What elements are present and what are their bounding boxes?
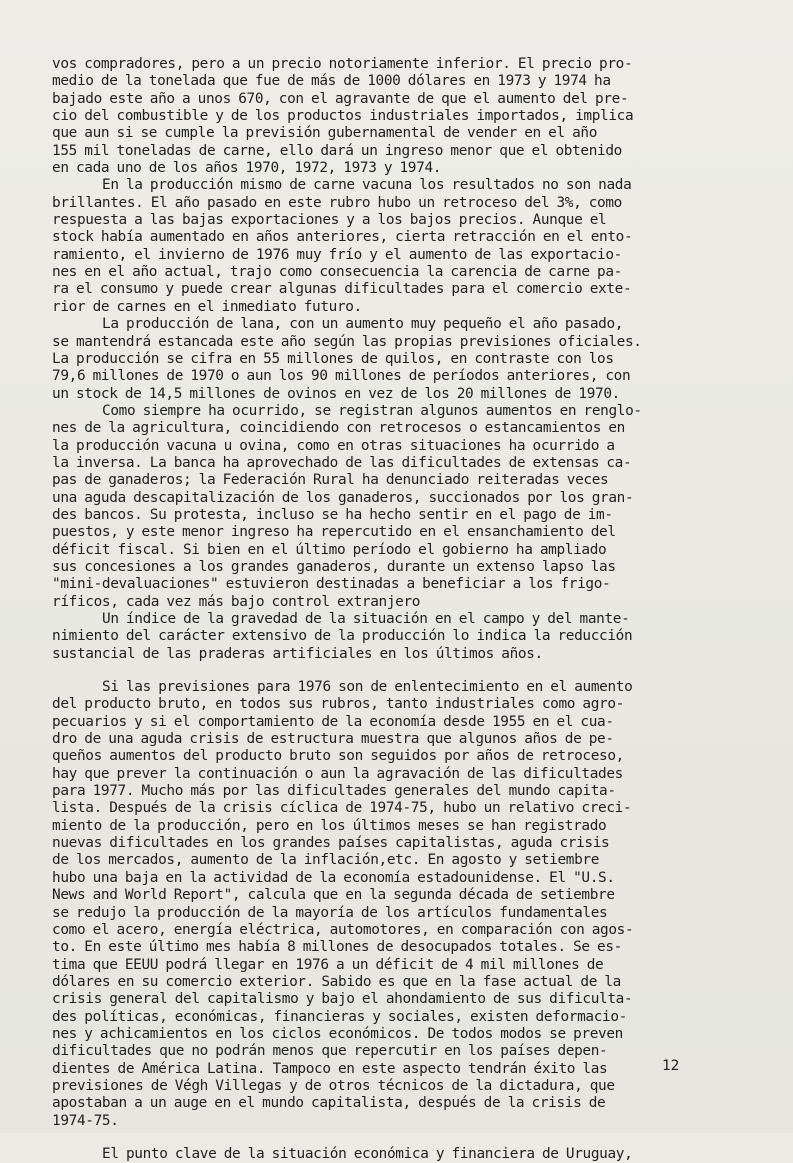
paragraph-4: Como siempre ha ocurrido, se registran algunos aumentos en renglo- nes de la agricultura, coincidiendo con retrocesos o estancamientos en la producción vacuna u ovina, como en otras situaciones ha ocurrido a la inversa. La banca ha aprovechado de las dificultades de extensas ca- pas de ganaderos; la Federación Rural ha denunciado reiteradas veces una aguda descapitalización de los ganaderos, succionados por los gran- des bancos. Su protesta, incluso se ha hecho sentir en el pago de im- puestos, y este menor ingreso ha repercutido en el ensanchamiento del déficit fiscal. Si bien en el último período el gobierno ha ampliado sus concesiones a los grandes ganaderos, durante un extenso lapso las "mini-devaluaciones" estuvieron destinadas a beneficiar a los frigo- ríficos, cada vez más bajo control extranjero: [52, 402, 642, 610]
paragraph-1: vos compradores, pero a un precio notoriamente inferior. El precio pro- medio de la tonelada que fue de más de 1000 dólares en 1973 y 1974 ha bajado este año a unos 670, con el agravante de que el aumento del pre- cio del combustible y de los productos industriales importados, implica que aun si se cumple la previsión gubernamental de vender en el año 155 mil toneladas de carne, ello dará un ingreso menor que el obtenido en cada uno de los años 1970, 1972, 1973 y 1974.: [52, 56, 634, 177]
paragraph-2: En la producción mismo de carne vacuna los resultados no son nada brillantes. El año pasado en este rubro hubo un retroceso del 3%, como respuesta a las bajas exportaciones y a los bajos precios. Aunque el stock había aumentado en años anteriores, cierta retracción en el ento- ramiento, el invierno de 1976 muy frío y el aumento de las exportacio- nes en el año actual, trajo como consecuencia la carencia de carne pa- ra el consumo y puede crear algunas dificultades para el comercio exte- rior de carnes en el inmediato futuro.: [52, 177, 633, 315]
page-number: 12: [662, 1058, 680, 1074]
paragraph-5: Un índice de la gravedad de la situación en el campo y del mante- nimiento del carácter extensivo de la producción lo indica la reducción sustancial de las praderas artificiales en los últimos años.: [52, 611, 633, 662]
paragraph-gap: [52, 663, 764, 679]
paragraph-7: El punto clave de la situación económica y financiera de Uruguay,: [102, 1145, 633, 1162]
paragraph-gap: [52, 1130, 764, 1146]
paragraph-6: Si las previsiones para 1976 son de enlentecimiento en el aumento del producto bruto, en todos sus rubros, tanto industriales como agro- pecuarios y si el comportamiento de la economía desde 1955 en el cua- dro de una aguda crisis de estructura muestra que algunos años de pe- queños aumentos del producto bruto son seguidos por años de retroceso, hay que prever la continuación o aun la agravación de las dificultades para 1977. Mucho más por las dificultades generales del mundo capita- lista. Después de la crisis cíclica de 1974-75, hubo un relativo creci- miento de la producción, pero en los últimos meses se han registrado nuevas dificultades en los grandes países capitalistas, aguda crisis de los mercados, aumento de la inflación,etc. En agosto y setiembre hubo una baja en la actividad de la economía estadounidense. El "U.S. News and World Report", calcula que en la segunda década de setiembre se redujo la producción de la mayoría de los artículos fundamentales como el acero, energía eléctrica, automotores, en comparación con agos- to. En este último mes había 8 millones de desocupados totales. Se es- tima que EEUU podrá llegar en 1976 a un déficit de 4 mil millones de dólares en su comercio exterior. Sabido es que en la fase actual de la crisis general del capitalismo y bajo el ahondamiento de sus dificulta- des políticas, económicas, financieras y sociales, existen deformacio- nes y achicamientos en los ciclos económicos. De todos modos se preven dificultades que no podrán menos que repercutir en los países depen- dientes de América Latina. Tampoco en este aspecto tendrán éxito las previsiones de Végh Villegas y de otros técnicos de la dictadura, que apostaban a un auge en el mundo capitalista, después de la crisis de 1974-75.: [52, 679, 634, 1129]
paragraph-3: La producción de lana, con un aumento muy pequeño el año pasado, se mantendrá estancada este año según las propias previsiones oficiales. La producción se cifra en 55 millones de quilos, en contraste con los 79,6 millones de 1970 o aun los 90 millones de períodos anteriores, con un stock de 14,5 millones de ovinos en vez de los 20 millones de 1970.: [52, 316, 642, 402]
body-text: [52, 56, 764, 1163]
